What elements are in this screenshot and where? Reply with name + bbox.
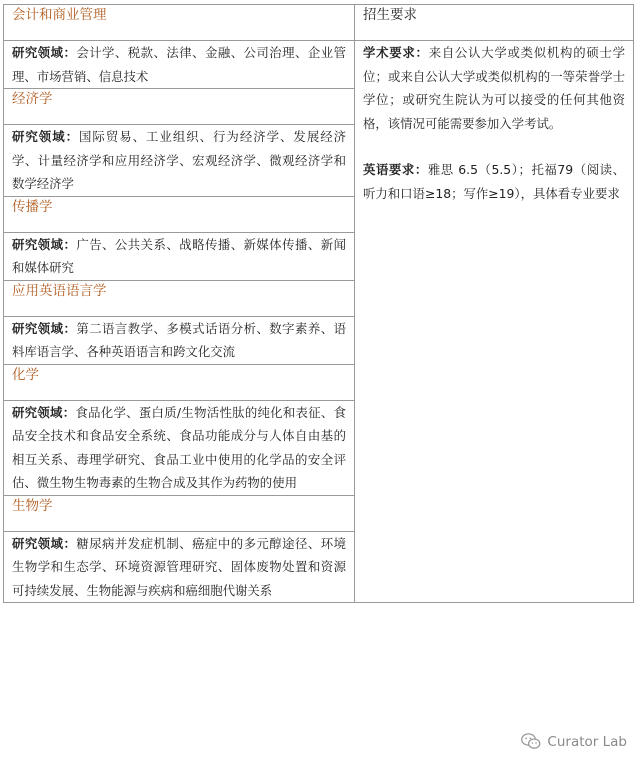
row-body-linguistics [4, 316, 355, 364]
admissions-table [3, 4, 634, 603]
row-title-chemistry: 化学 [4, 364, 355, 400]
row-body-communication [4, 232, 355, 280]
row-body-chemistry [4, 400, 355, 495]
watermark [521, 733, 627, 750]
row-title-communication: 传播学 [4, 196, 355, 232]
english-requirement [363, 158, 625, 205]
row-title-economics: 经济学 [4, 89, 355, 125]
research-text: 广告、公共关系、战略传播、新媒体传播、新闻和媒体研究 [12, 236, 347, 275]
research-label: 研究领域： [12, 45, 77, 60]
research-label: 研究领域： [12, 320, 77, 336]
watermark-text: Curator Lab [547, 733, 627, 750]
research-label: 研究领域： [12, 129, 80, 144]
research-text: 糖尿病并发症机制、癌症中的多元醇途径、环境生物学和生态学、环境资源管理研究、固体废物处置和资源可持续发展、生物能源与疾病和癌细胞代谢关系 [12, 535, 347, 598]
row-title-accounting: 会计和商业管理 [4, 5, 355, 41]
academic-label: 学术要求： [363, 45, 429, 60]
row-title-linguistics: 应用英语语言学 [4, 280, 355, 316]
research-label: 研究领域： [12, 535, 77, 551]
research-label: 研究领域： [12, 236, 77, 252]
research-text: 第二语言教学、多模式话语分析、数字素养、语料库语言学、各种英语语言和跨文化交流 [12, 320, 347, 359]
research-text: 食品化学、蛋白质/生物活性肽的纯化和表征、食品安全技术和食品安全系统、食品功能成分与人体自由基的相互关系、毒理学研究、食品工业中使用的化学品的安全评估、微生物生物毒素的生物合成及其作为药物的使用 [12, 404, 346, 490]
row-title-biology: 生物学 [4, 495, 355, 531]
requirements-body [355, 41, 634, 603]
wechat-icon [521, 733, 541, 750]
english-text: 雅思 6.5（5.5）；托福79（阅读、听力和口语≥18；写作≥19），具体看专业要求 [363, 162, 626, 201]
research-label: 研究领域： [12, 404, 76, 420]
row-body-accounting [4, 41, 355, 89]
row-body-biology [4, 531, 355, 603]
research-text: 国际贸易、工业组织、行为经济学、发展经济学、计量经济学和应用经济学、宏观经济学、微观经济学和数学经济学 [12, 129, 347, 191]
row-body-economics [4, 125, 355, 197]
requirements-title: 招生要求 [355, 5, 634, 41]
english-label: 英语要求： [363, 162, 428, 177]
academic-requirement [363, 41, 625, 135]
research-text: 会计学、税款、法律、金融、公司治理、企业管理、市场营销、信息技术 [12, 45, 347, 84]
academic-text: 来自公认大学或类似机构的硕士学位；或来自公认大学或类似机构的一等荣誉学士学位；或研究生院认为可以接受的任何其他资格，该情况可能需要参加入学考试。 [363, 45, 626, 131]
